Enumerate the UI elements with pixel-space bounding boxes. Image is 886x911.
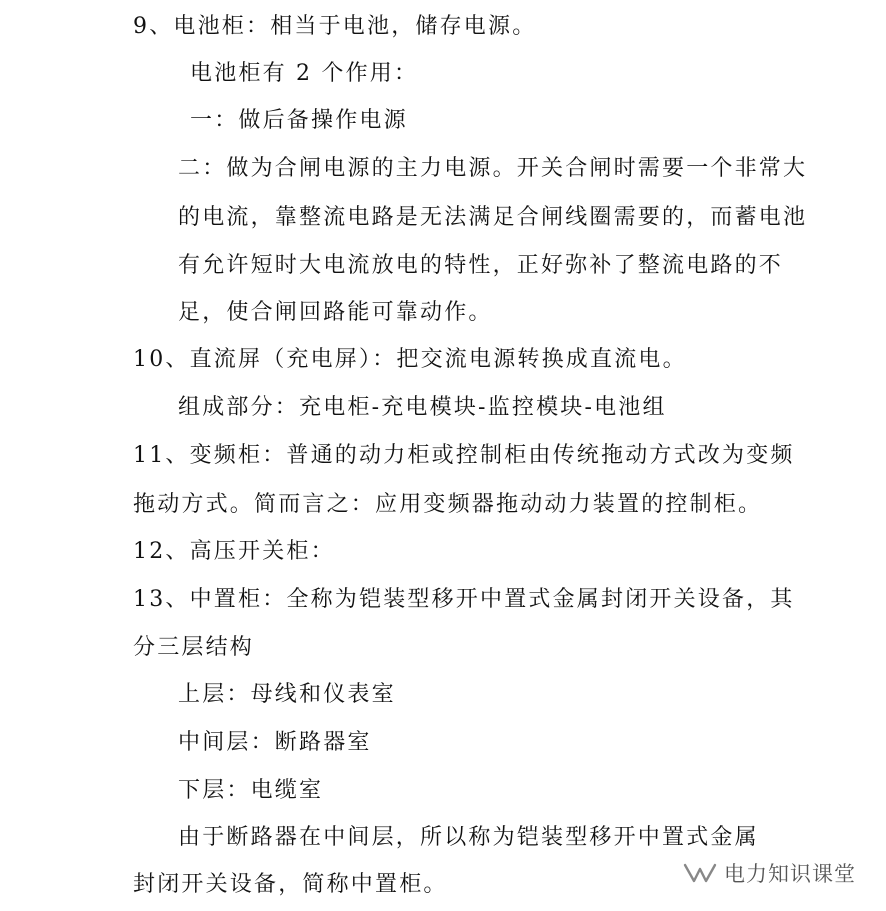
lower-layer: 下层：电缆室 xyxy=(178,778,324,803)
conclusion-line-2: 封闭开关设备，简称中置柜。 xyxy=(133,872,448,897)
function-two-line-1: 二：做为合闸电源的主力电源。开关合闸时需要一个非常大 xyxy=(178,156,808,181)
conclusion-line-1: 由于断路器在中间层，所以称为铠装型移开中置式金属 xyxy=(178,825,759,850)
item-13-line-1: 13、中置柜：全称为铠装型移开中置式金属封闭开关设备，其 xyxy=(133,587,795,612)
item-11-line-1: 11、变频柜：普通的动力柜或控制柜由传统拖动方式改为变频 xyxy=(133,443,795,468)
item-10-components: 组成部分：充电柜-充电模块-监控模块-电池组 xyxy=(178,395,667,420)
function-two-line-2: 的电流，靠整流电路是无法满足合闸线圈需要的，而蓄电池 xyxy=(178,205,808,230)
watermark-text: 电力知识课堂 xyxy=(724,862,856,886)
watermark xyxy=(682,858,856,888)
item-9-heading: 9、电池柜：相当于电池，储存电源。 xyxy=(133,14,537,39)
function-two-line-3: 有允许短时大电流放电的特性，正好弥补了整流电路的不 xyxy=(178,253,784,278)
item-13-line-2: 分三层结构 xyxy=(133,635,255,660)
item-11-line-2: 拖动方式。简而言之：应用变频器拖动动力装置的控制柜。 xyxy=(133,492,763,517)
item-10-heading: 10、直流屏（充电屏）：把交流电源转换成直流电。 xyxy=(133,347,687,372)
middle-layer: 中间层：断路器室 xyxy=(178,730,372,755)
function-one: 一：做后备操作电源 xyxy=(190,108,408,133)
battery-functions-intro: 电池柜有 2 个作用： xyxy=(190,61,419,86)
function-two-line-4: 足，使合闸回路能可靠动作。 xyxy=(178,300,493,325)
item-12-heading: 12、高压开关柜： xyxy=(133,539,335,564)
wechat-channel-icon xyxy=(682,859,718,887)
upper-layer: 上层：母线和仪表室 xyxy=(178,682,396,707)
